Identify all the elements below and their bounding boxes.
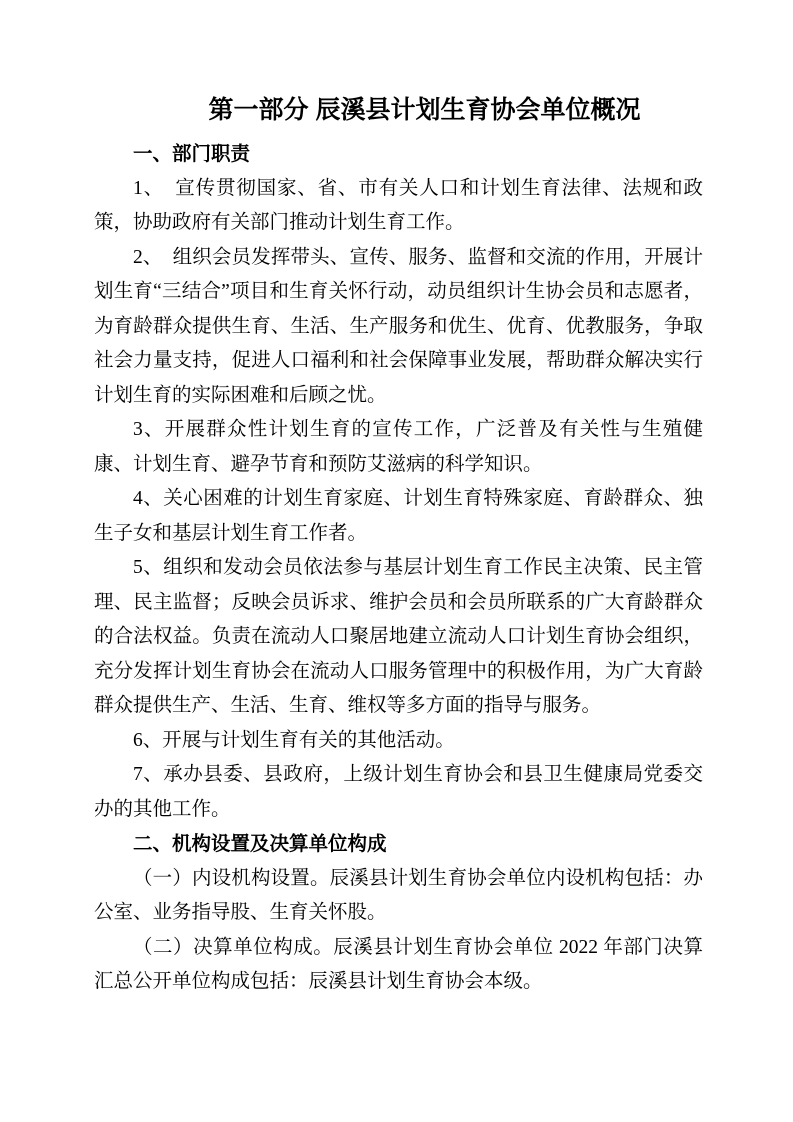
paragraph-internal-org: （一）内设机构设置。辰溪县计划生育协会单位内设机构包括：办公室、业务指导股、生育关怀股。	[94, 867, 703, 923]
paragraph-duty-4: 4、关心困难的计划生育家庭、计划生育特殊家庭、育龄群众、独生子女和基层计划生育工作者。	[94, 488, 703, 544]
paragraph-duty-7: 7、承办县委、县政府，上级计划生育协会和县卫生健康局党委交办的其他工作。	[94, 764, 703, 820]
section-org-structure	[94, 827, 703, 1000]
paragraph-duty-5: 5、组织和发动会员依法参与基层计划生育工作民主决策、民主管理、民主监督；反映会员诉求、维护会员和会员所联系的广大育龄群众的合法权益。负责在流动人口聚居地建立流动人口计划生育协会组织，充分发挥计划生育协会在流动人口服务管理中的积极作用，为广大育龄群众提供生产、生活、生育、维权等多方面的指导与服务。	[94, 557, 703, 716]
paragraph-duty-2: 2、 组织会员发挥带头、宣传、服务、监督和交流的作用，开展计划生育“三结合”项目和生育关怀行动，动员组织计生协会员和志愿者，为育龄群众提供生育、生活、生产服务和优生、优育、优教服务，争取社会力量支持，促进人口福利和社会保障事业发展，帮助群众解决实行计划生育的实际困难和后顾之忧。	[94, 246, 703, 406]
document-title: 第一部分 辰溪县计划生育协会单位概况	[208, 96, 641, 124]
paragraph-duty-3: 3、开展群众性计划生育的宣传工作，广泛普及有关性与生殖健康、计划生育、避孕节育和预防艾滋病的科学知识。	[94, 419, 703, 475]
paragraph-duty-1: 1、 宣传贯彻国家、省、市有关人口和计划生育法律、法规和政策，协助政府有关部门推动计划生育工作。	[94, 177, 703, 233]
paragraph-unit-composition: （二）决算单位构成。辰溪县计划生育协会单位 2022 年部门决算汇总公开单位构成包括：辰溪县计划生育协会本级。	[94, 936, 703, 992]
section-department-duties	[94, 137, 703, 827]
section-heading-org-structure: 二、机构设置及决算单位构成	[133, 833, 387, 855]
paragraph-duty-6: 6、开展与计划生育有关的其他活动。	[133, 729, 455, 751]
section-heading-duties: 一、部门职责	[133, 143, 251, 165]
